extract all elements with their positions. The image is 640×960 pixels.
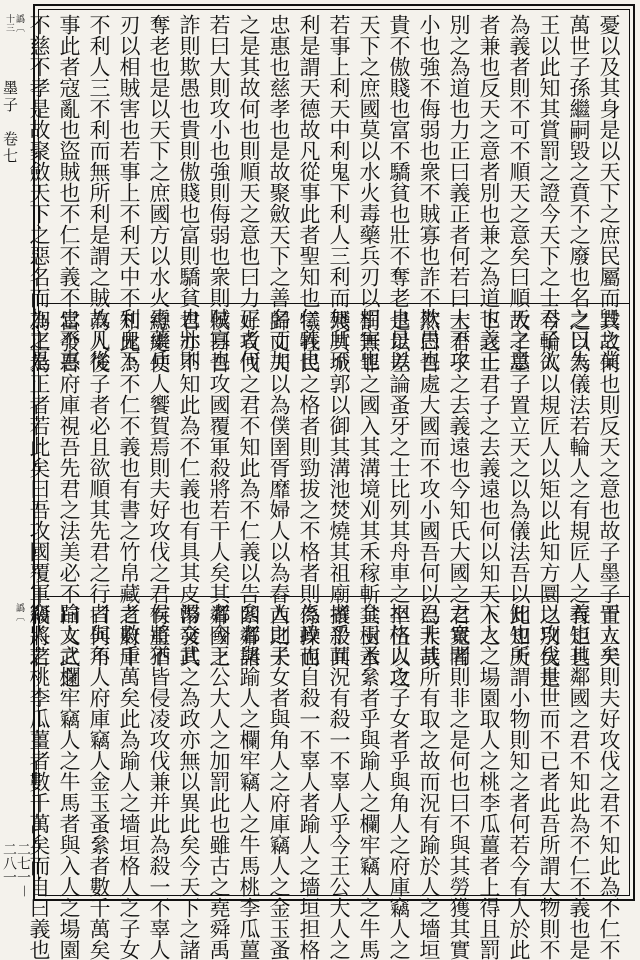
text-column: 是以差論蚤牙之士比列其舟車之卒伍以攻 xyxy=(387,310,411,688)
text-column: 好攻伐之君不知此為不仁義以告四鄰諸 xyxy=(237,310,261,667)
text-column: 貴不傲賤也富不驕貧也壯不奪老也是以 xyxy=(387,14,411,371)
text-column: 絫者與踰人之欄牢竊人之牛馬桃李瓜薑 xyxy=(237,603,261,960)
text-column: 侯曰吾攻國覆軍殺將若干人矣其鄰國之 xyxy=(207,310,231,667)
text-column: 担格人之子女者乎與角人之府庫竊人之 xyxy=(387,603,411,960)
text-column: 為人後子者必且欲順其先君之行曰何不 xyxy=(87,310,111,667)
text-column: 犧牲民之格者則勁拔之不格者則係操而 xyxy=(297,310,321,667)
marginal-note: 譌〔 xyxy=(14,14,24,32)
text-column: 其故何也則反天之意也故子墨子置立天 xyxy=(597,310,621,667)
text-column: 若事上利天中利鬼下利人三利而無所不 xyxy=(327,14,351,371)
text-column: 詐則欺愚也貴則傲賤也富則驕貧也壯則 xyxy=(177,14,201,371)
text-column: 小也強不侮弱也衆不賊寡也詐不欺愚也 xyxy=(417,14,441,371)
text-column: 者乎而況有殺一不辜人乎今王公大人之 xyxy=(327,603,351,960)
text-column: 憂以及其身是以天下之庶民屬而毀之業 xyxy=(597,14,621,371)
page-number: 二七一－二八一 xyxy=(1,842,31,898)
text-column: 下之士君子之去義遠也何以知天下之 xyxy=(477,310,501,646)
text-column: 別之為道也力正曰義正者何若曰大不攻 xyxy=(447,14,471,371)
text-column: 今輪人以規匠人以矩以此知方圜之別矣是 xyxy=(537,310,561,688)
text-column: 不慈不孝是故聚斂天下之惡名而加之是 xyxy=(27,14,51,371)
text-column: 萬世子孫繼嗣毀之賁不之廢也名之曰失 xyxy=(567,14,591,371)
text-column: 金玉蚤絫者乎與踰人之欄牢竊人之牛馬 xyxy=(357,603,381,960)
text-column: 罰無罪之國入其溝境刈其禾稼斬其樹木 xyxy=(357,310,381,667)
text-column: 之衆聞則非之是何也曰不與其勞獲其實 xyxy=(447,603,471,960)
text-column: 歸丈夫以為僕圉胥靡婦人以為舂酋則夫 xyxy=(267,310,291,667)
text-column: 者數千萬矣此為踰人之墻垣格人之子女 xyxy=(117,603,141,960)
text-column: 以攻伐世世而不已者此吾所謂大物則不 xyxy=(537,603,561,960)
text-column: 踰人之欄牢竊人之牛馬者與入人之場園 xyxy=(57,603,81,960)
text-column: 知也所謂小物則知之者何若今有人於此 xyxy=(507,603,531,960)
text-column: 湯文武之為政亦無以異此矣今天下之諸 xyxy=(177,603,201,960)
text-column: 之是其故何也則順天之意也曰力正者何 xyxy=(237,14,261,371)
text-column: 為義者則不可不順天之意矣曰順天之意 xyxy=(507,14,531,371)
text-column: 者與角人府庫竊人金玉蚤絫者數千萬矣 xyxy=(87,603,111,960)
text-column: 事此者寇亂也盜賊也不仁不義不忠不惠 xyxy=(57,14,81,371)
text-column: 當發吾府庫視吾先君之法美必不曰文武之 xyxy=(57,310,81,688)
text-column: 殘其城郭以御其溝池焚燒其祖廟攘殺其 xyxy=(327,310,351,667)
text-column: 士君子之去義遠也今知氏大國之君寬者 xyxy=(447,310,471,667)
text-column: 若曰大則攻小也強則侮弱也衆則賊寡也 xyxy=(207,14,231,371)
text-column: 為正為正者若此矣曰吾攻國覆軍殺將若 xyxy=(27,310,51,667)
marginal-note: 譌〔 xyxy=(14,603,24,621)
text-column: 利是謂天德故凡從事此者聖知也仁義也 xyxy=(297,14,321,371)
text-column: 總處使人饗賀焉則夫好攻伐之君有重不 xyxy=(147,310,171,667)
text-column: 之以為儀法若輪人之有規匠人之有矩也 xyxy=(567,310,591,667)
text-column: 入人之場園取人之桃李瓜薑者上得且罰 xyxy=(477,603,501,960)
text-panel-middle xyxy=(27,310,624,688)
text-column: 忠惠也慈孝也是故聚斂天下之善名而加 xyxy=(267,14,291,371)
text-column: 竊人之桃李瓜薑者數千萬矣而自曰義也 xyxy=(27,603,51,960)
text-column: 然曰吾處大國而不攻小國吾何以為大哉 xyxy=(417,310,441,667)
text-column: 君亦不知此為不仁義也有具其皮幣發其 xyxy=(177,310,201,667)
text-column: 王以此知其賞罰之證今天下之士君子欲 xyxy=(537,14,561,371)
text-column: 者今王公大人之加罰此也雖古之堯舜禹 xyxy=(207,603,231,960)
text-column: 干人矣則夫好攻伐之君不知此為不仁不 xyxy=(597,603,621,960)
text-column: 故子墨子置立天之以為儀法吾以此知天 xyxy=(507,310,531,667)
text-column: 刃以相賊害也若事上不利天中不利鬼下 xyxy=(117,14,141,371)
text-column: 人之子女者與角人之府庫竊人之金玉蚤 xyxy=(267,603,291,960)
text-column: 為政也自殺一不辜人者踰人之墻垣担格 xyxy=(297,603,321,960)
running-title: 墨子 卷七 xyxy=(1,80,19,165)
text-column: 者兼也反天之意者別也兼之為道也義正 xyxy=(477,14,501,371)
text-column: 義也其鄰國之君不知此為不仁不義也是 xyxy=(567,603,591,960)
text-column: 不利人三不利而無所利是謂之賊故凡從 xyxy=(87,14,111,371)
text-column: 奪老也是以天下之庶國方以水火毒藥兵 xyxy=(147,14,171,371)
text-column: 天下之庶國莫以水火毒藥兵刃以相害也 xyxy=(357,14,381,371)
marginal-note: 十三 xyxy=(4,14,14,32)
text-column: 已非其所有取之故而況有踰於人之墻垣 xyxy=(417,603,441,960)
text-column: 知此為不仁不義也有書之竹帛藏之府庫 xyxy=(117,310,141,667)
text-column: 侯將猶皆侵凌攻伐兼并此為殺一不辜人 xyxy=(147,603,171,960)
